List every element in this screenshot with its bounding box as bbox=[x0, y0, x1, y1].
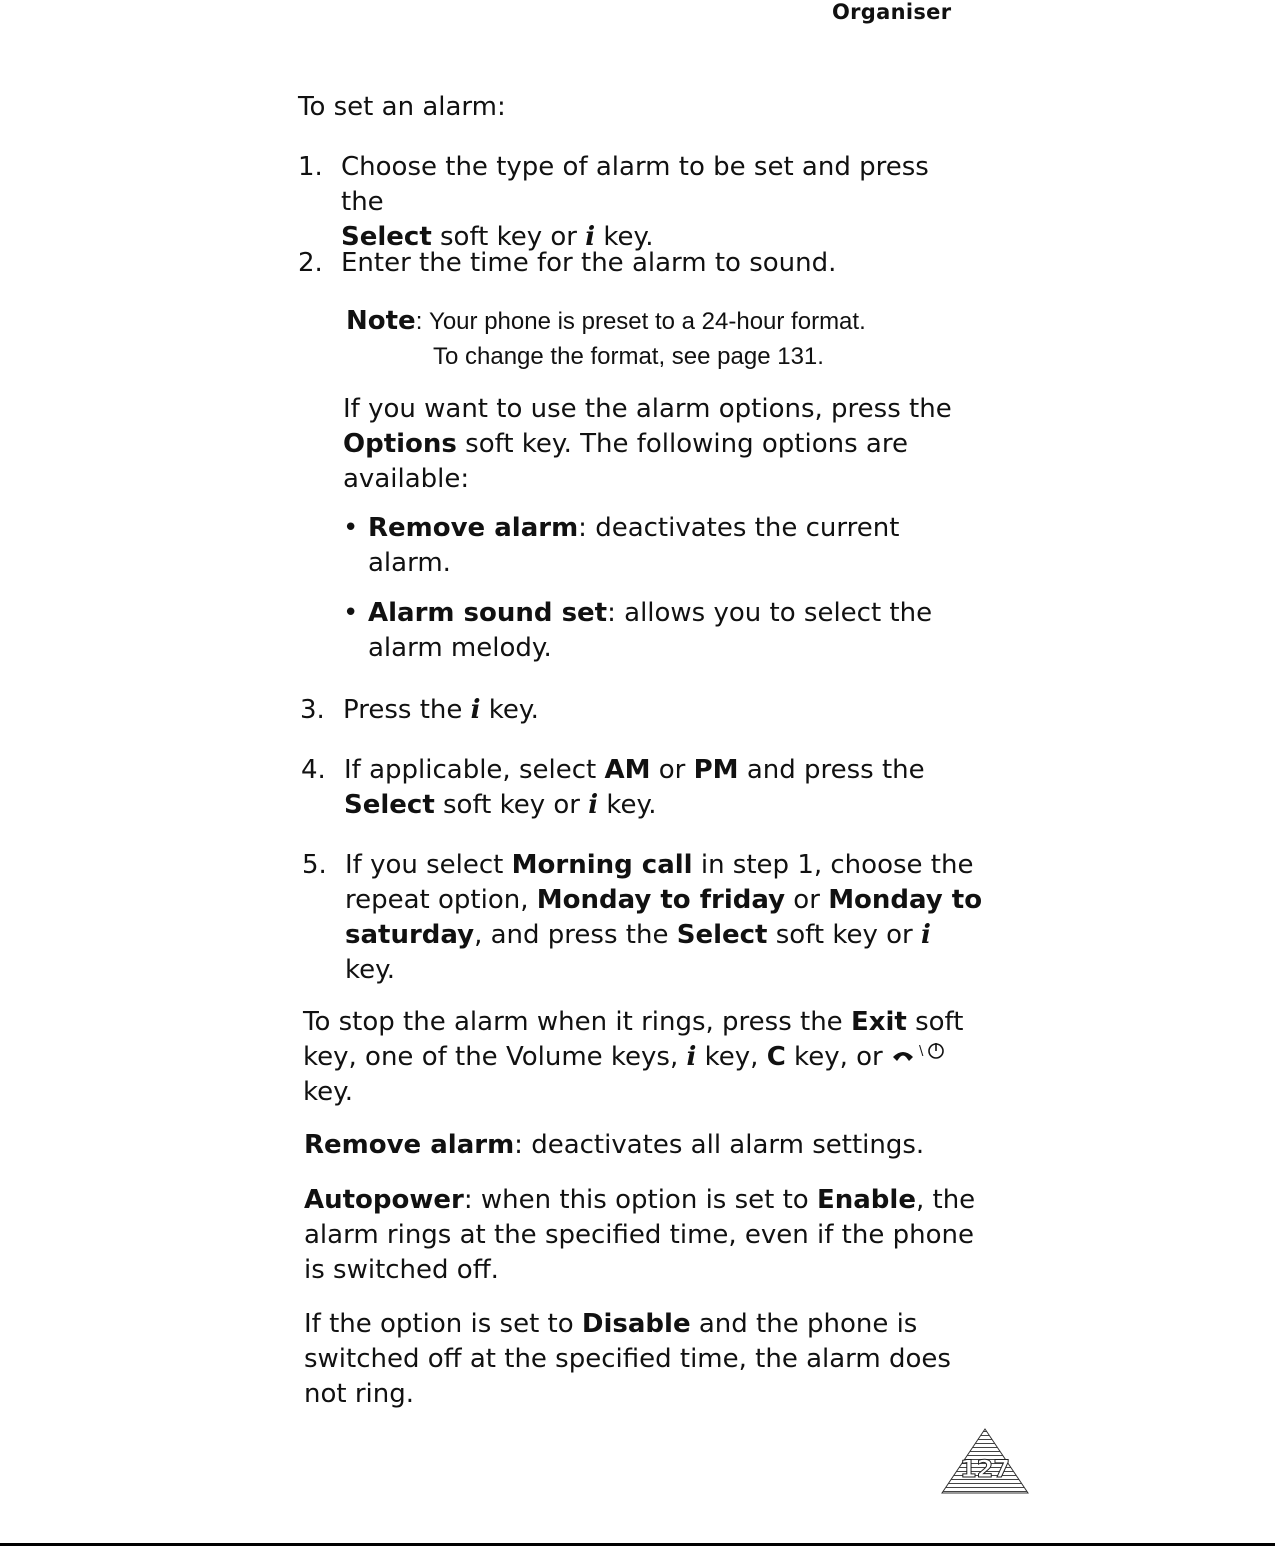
step-number: 4. bbox=[301, 755, 326, 785]
note-label: Note bbox=[346, 306, 416, 336]
i-key-icon: i bbox=[585, 222, 596, 252]
bullet-icon: • bbox=[343, 513, 359, 543]
note-box: Note: Your phone is preset to a 24-hour format. To change the format, see page 131. bbox=[346, 306, 866, 370]
step-2 bbox=[298, 246, 978, 281]
page-number-badge bbox=[940, 1427, 1030, 1497]
bullet-alarm-sound-set: • Alarm sound set: allows you to select the alarm melody. bbox=[343, 598, 933, 663]
bullet-remove-alarm: • Remove alarm: deactivates the current alarm. bbox=[343, 513, 900, 578]
svg-text:\: \ bbox=[918, 1044, 924, 1059]
remove-alarm-paragraph: Remove alarm: deactivates all alarm settings. bbox=[304, 1130, 925, 1160]
select-softkey-label: Select bbox=[341, 222, 432, 252]
note-line-2: To change the format, see page 131. bbox=[433, 343, 824, 370]
i-key-icon: i bbox=[920, 920, 931, 950]
i-key-icon: i bbox=[588, 790, 599, 820]
page-number: 127 bbox=[959, 1455, 1011, 1483]
disable-paragraph: If the option is set to Disable and the phone is switched off at the specified time, the alarm does not ring. bbox=[304, 1309, 951, 1409]
step-text: Choose the type of alarm to be set and press the bbox=[341, 152, 929, 217]
step-number: 2. bbox=[298, 248, 323, 278]
options-paragraph: If you want to use the alarm options, press the Options soft key. The following options are available: bbox=[343, 394, 952, 494]
i-key-icon: i bbox=[686, 1042, 697, 1072]
step-5: 5. If you select Morning call in step 1, choose the repeat option, Monday to friday or Monday to saturday, and press the Select soft key or i key. bbox=[302, 850, 983, 985]
i-key-icon: i bbox=[470, 695, 481, 725]
step-number: 1. bbox=[298, 152, 323, 182]
bullet-icon: • bbox=[343, 598, 359, 628]
end-power-key-icon bbox=[891, 1040, 947, 1075]
bottom-rule bbox=[0, 1543, 1275, 1546]
intro-text: To set an alarm: bbox=[298, 92, 506, 122]
step-1: 1. Choose the type of alarm to be set and press the Select soft key or i key. bbox=[298, 152, 929, 252]
step-number: 3. bbox=[300, 695, 325, 725]
step-text: Enter the time for the alarm to sound. bbox=[341, 248, 837, 278]
stop-alarm-paragraph: To stop the alarm when it rings, press the Exit soft key, one of the Volume keys, i key, C key, or \ key. bbox=[303, 1007, 964, 1107]
section-header: Organiser bbox=[832, 0, 952, 24]
step-3: 3. Press the i key. bbox=[300, 693, 980, 728]
autopower-paragraph: Autopower: when this option is set to Enable, the alarm rings at the specified time, even if the phone is switched off. bbox=[304, 1185, 976, 1285]
step-number: 5. bbox=[302, 850, 327, 880]
step-4: 4. If applicable, select AM or PM and press the Select soft key or i key. bbox=[301, 755, 925, 820]
options-softkey-label: Options bbox=[343, 429, 457, 459]
note-line-1: Your phone is preset to a 24-hour format. bbox=[429, 308, 866, 335]
